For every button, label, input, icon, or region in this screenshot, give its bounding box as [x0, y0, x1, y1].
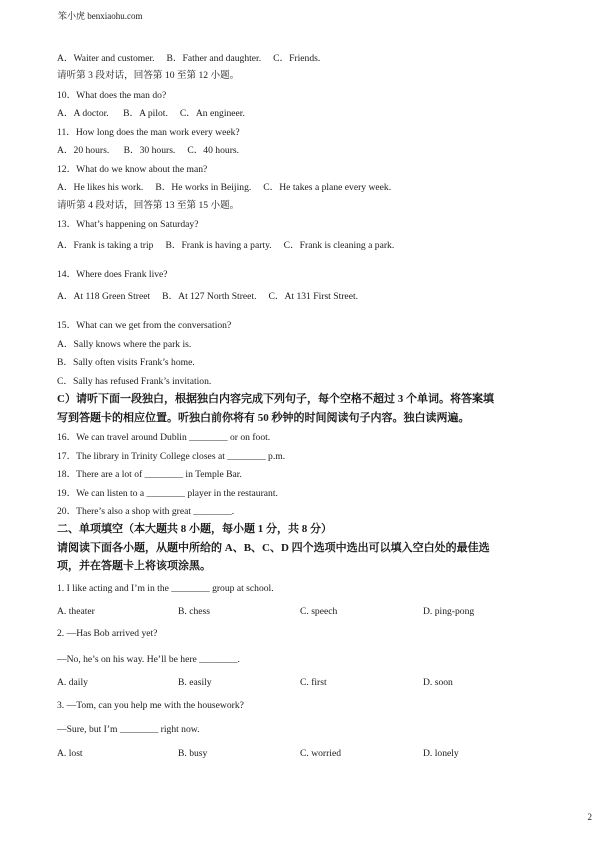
section-instruction: 请阅读下面各小题，从题中所给的 A、B、C、D 四个选项中选出可以填入空白处的最佳选: [57, 542, 490, 554]
question-line: 3. —Tom, can you help me with the housework?: [57, 700, 244, 711]
answer-option: B. chess: [178, 606, 210, 617]
question-line: 15．What can we get from the conversation?: [57, 320, 232, 331]
question-line: 18．There are a lot of ________ in Temple Bar.: [57, 469, 242, 480]
question-line: A．20 hours. B．30 hours. C．40 hours.: [57, 145, 240, 156]
question-line: 20．There’s also a shop with great ________.: [57, 506, 235, 517]
answer-option: C. first: [300, 677, 327, 688]
answer-option: B. busy: [178, 748, 208, 759]
question-line: 2. —Has Bob arrived yet?: [57, 628, 158, 639]
question-line: 11．How long does the man work every week?: [57, 127, 240, 138]
question-line: A．A doctor. B．A pilot. C．An engineer.: [57, 108, 245, 119]
answer-option: C. worried: [300, 748, 342, 759]
answer-option: D. lonely: [423, 748, 459, 759]
question-line: A．Sally knows where the park is.: [57, 339, 192, 350]
section-instruction: 二、单项填空（本大题共 8 小题，每小题 1 分，共 8 分）: [57, 523, 332, 535]
question-line: 1. I like acting and I’m in the ________ group at school.: [57, 583, 274, 594]
question-line: 12．What do we know about the man?: [57, 164, 208, 175]
question-line: 16．We can travel around Dublin ________ or on foot.: [57, 432, 271, 443]
question-line: —No, he’s on his way. He’ll be here ________.: [57, 654, 240, 665]
page-header: 笨小虎 benxiaohu.com: [58, 11, 143, 21]
question-line: 19．We can listen to a ________ player in the restaurant.: [57, 488, 278, 499]
question-line: 14．Where does Frank live?: [57, 269, 168, 280]
question-line: —Sure, but I’m ________ right now.: [57, 724, 200, 735]
section-instruction: 项，并在答题卡上将该项涂黑。: [57, 560, 211, 572]
page-number: 2: [587, 812, 592, 822]
answer-option: C. speech: [300, 606, 338, 617]
question-line: A．Waiter and customer. B．Father and daughter. C．Friends.: [57, 53, 321, 64]
question-line: 17．The library in Trinity College closes at ________ p.m.: [57, 451, 286, 462]
question-line: 10．What does the man do?: [57, 90, 167, 101]
answer-option: A. daily: [57, 677, 88, 688]
question-line: B．Sally often visits Frank’s home.: [57, 357, 195, 368]
answer-option: D. ping-pong: [423, 606, 475, 617]
section-instruction: C）请听下面一段独白，根据独白内容完成下列句子，每个空格不超过 3 个单词。将答案填: [57, 393, 494, 405]
question-line: A．At 118 Green Street B．At 127 North Street. C．At 131 First Street.: [57, 291, 359, 302]
answer-option: A. theater: [57, 606, 95, 617]
question-line: A．Frank is taking a trip B．Frank is having a party. C．Frank is cleaning a park.: [57, 240, 395, 251]
question-line: A．He likes his work. B．He works in Beijing. C．He takes a plane every week.: [57, 182, 392, 193]
question-line: 请听第 4 段对话，回答第 13 至第 15 小题。: [57, 200, 240, 211]
question-line: 13．What’s happening on Saturday?: [57, 219, 199, 230]
answer-option: B. easily: [178, 677, 212, 688]
section-instruction: 写到答题卡的相应位置。听独白前你将有 50 秒钟的时间阅读句子内容。独白读两遍。: [57, 412, 470, 424]
answer-option: D. soon: [423, 677, 453, 688]
question-line: 请听第 3 段对话，回答第 10 至第 12 小题。: [57, 70, 240, 81]
question-line: C．Sally has refused Frank’s invitation.: [57, 376, 212, 387]
answer-option: A. lost: [57, 748, 83, 759]
